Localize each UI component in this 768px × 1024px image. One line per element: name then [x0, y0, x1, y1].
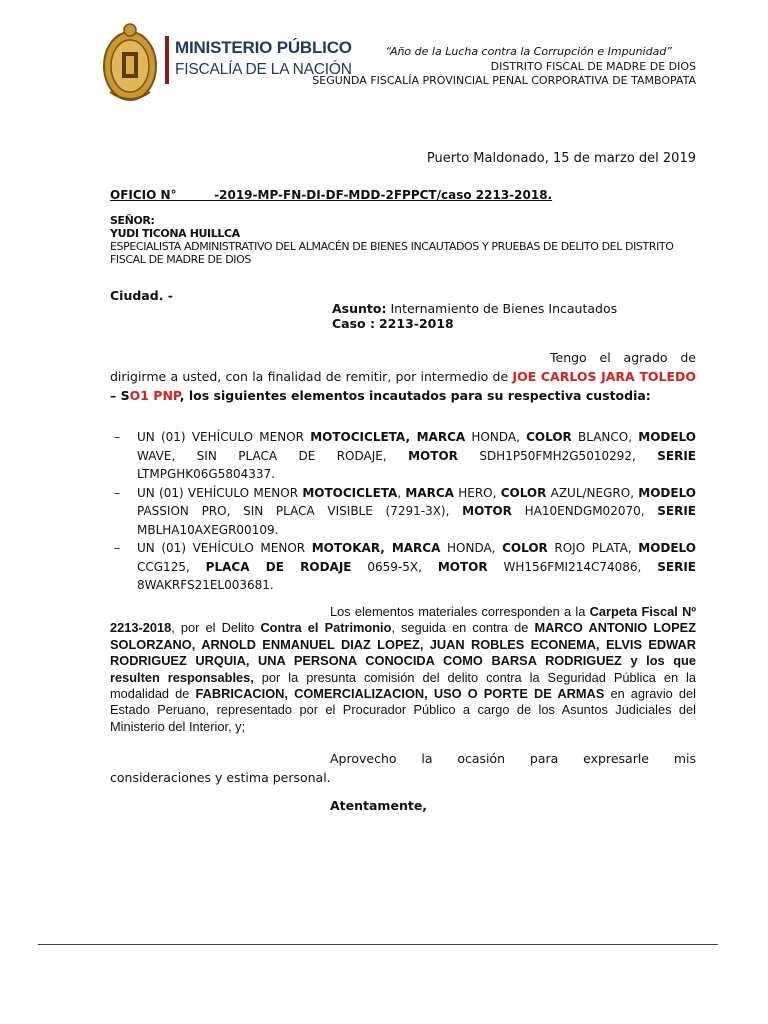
- subject-block: [332, 301, 617, 331]
- officer-rank: O1 PNP: [129, 388, 180, 403]
- intro-text-2: , los siguientes elementos incautados para su respectiva custodia:: [179, 388, 651, 403]
- year-motto: “Año de la Lucha contra la Corrupción e Impunidad”: [385, 45, 672, 58]
- letterhead: [312, 45, 696, 89]
- logo-bar: [165, 36, 169, 84]
- asunto-label: Asunto:: [332, 301, 387, 316]
- intro-text-1: Tengo el agrado de dirigirme a usted, con la finalidad de remitir, por intermedio de: [110, 350, 696, 384]
- closing-text: Aprovecho la ocasión para expresarle mis consideraciones y estima personal.: [110, 751, 696, 785]
- ministerio-publico-logo: [165, 28, 352, 104]
- signature-line: Atentamente,: [330, 798, 428, 813]
- caso-label: Caso :: [332, 316, 375, 331]
- oficio-number: OFICIO N° -2019-MP-FN-DI-DF-MDD-2FPPCT/caso 2213-2018.: [110, 188, 553, 202]
- recipient-block: [110, 214, 700, 266]
- logo-subtitle: FISCALÍA DE LA NACIÓN: [175, 61, 352, 78]
- office-name: SEGUNDA FISCALÍA PROVINCIAL PENAL CORPORATIVA DE TAMBOPATA: [312, 74, 696, 87]
- seized-items-list: [110, 428, 696, 595]
- list-item: – UN (01) VEHÍCULO MENOR MOTOCICLETA, MARCA HERO, COLOR AZUL/NEGRO, MODELO PASSION PRO, SIN PLACA VISIBLE (7291-3X), MOTOR HA10ENDGM02070, SERIE MBLHA10AXEGR00109.: [114, 485, 696, 537]
- officer-sep: – S: [110, 388, 130, 403]
- footer-divider: [38, 944, 718, 945]
- recipient-position: ESPECIALISTA ADMINISTRATIVO DEL ALMACÉN DE BIENES INCAUTADOS Y PRUEBAS DE DELITO DEL DISTRITO FISCAL DE MADRE DE DIOS: [110, 240, 674, 266]
- caso-value: 2213-2018: [378, 316, 454, 331]
- district-name: DISTRITO FISCAL DE MADRE DE DIOS: [490, 59, 696, 73]
- letter-date: Puerto Maldonado, 15 de marzo del 2019: [426, 151, 696, 166]
- materials-paragraph: Los elementos materiales corresponden a la Carpeta Fiscal Nº 2213-2018, por el Delito Contra el Patrimonio, seguida en contra de MARCO ANTONIO LOPEZ SOLORZANO, ARNOLD ENMANUEL DIAZ LOPEZ, JUAN ROBLES ECONEMA, ELVIS EDWAR RODRIGUEZ URQUIA, UNA PERSONA CONOCIDA COMO BARSA RODRIGUEZ y los que resulten responsables, por la presunta comisión del delito contra la Seguridad Pública en la modalidad de FABRICACION, COMERCIALIZACION, USO O PORTE DE ARMAS en agravio del Estado Peruano, representado por el Procurador Público a cargo de los Asuntos Judiciales del Ministerio del Interior, y;: [110, 604, 697, 734]
- list-item: – UN (01) VEHÍCULO MENOR MOTOCICLETA, MARCA HONDA, COLOR BLANCO, MODELO WAVE, SIN PLACA DE RODAJE, MOTOR SDH1P50FMH2G5010292, SERIE LTMPGHK06G5804337.: [114, 430, 696, 481]
- logo-title: MINISTERIO PÚBLICO: [175, 38, 352, 57]
- recipient-name: YUDI TICONA HUILLCA: [110, 227, 240, 240]
- intro-paragraph: [110, 348, 696, 405]
- ministerio-publico-seal-icon: [100, 22, 160, 106]
- closing-paragraph: [110, 749, 696, 787]
- salutation: SEÑOR:: [110, 214, 155, 227]
- city-line: Ciudad. -: [110, 288, 173, 303]
- officer-name: JOE CARLOS JARA TOLEDO: [512, 369, 696, 384]
- asunto-value: Internamiento de Bienes Incautados: [390, 301, 618, 316]
- list-item: – UN (01) VEHÍCULO MENOR MOTOKAR, MARCA HONDA, COLOR ROJO PLATA, MODELO CCG125, PLACA DE RODAJE 0659-5X, MOTOR WH156FMI214C74086, SERIE 8WAKRFS21EL003681.: [114, 541, 697, 592]
